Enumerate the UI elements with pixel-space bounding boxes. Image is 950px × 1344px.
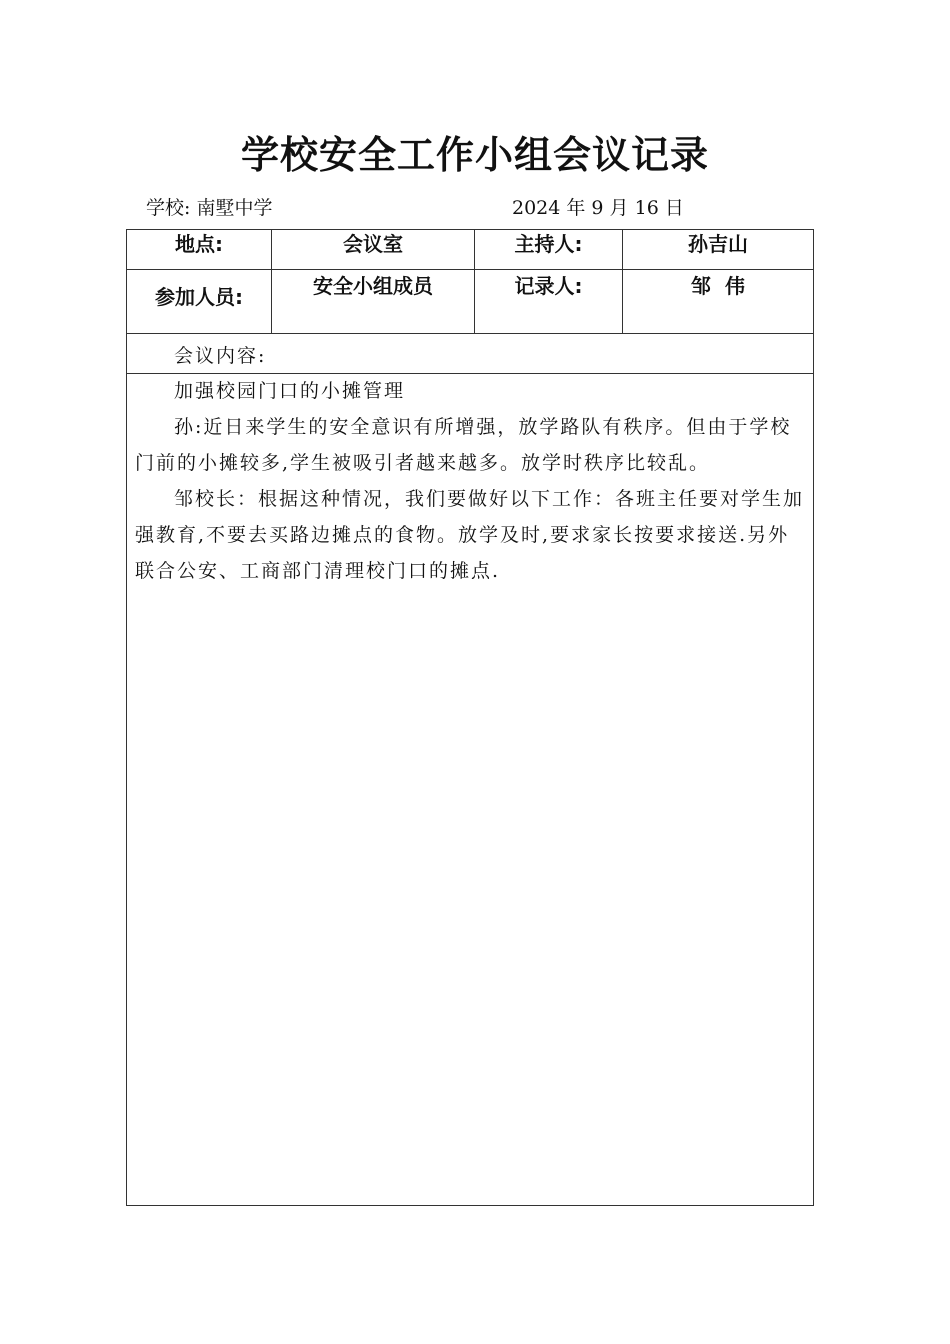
school-name: 学校: 南墅中学 — [146, 197, 273, 219]
document-title: 学校安全工作小组会议记录 — [240, 133, 709, 177]
table-row-content-label — [127, 334, 813, 374]
host-value: 孙吉山 — [688, 232, 748, 256]
table-row-participants — [127, 270, 813, 334]
participants-value: 安全小组成员 — [272, 270, 475, 333]
location-label: 地点: — [127, 230, 272, 269]
recorder-label: 记录人: — [475, 270, 623, 333]
recorder-value: 邹 伟 — [691, 274, 745, 298]
host-label: 主持人: — [475, 230, 623, 269]
content-label: 会议内容: — [174, 345, 267, 367]
meeting-content — [135, 373, 805, 589]
meeting-date: 2024 年 9 月 16 日 — [512, 197, 684, 219]
content-paragraph: 邹校长：根据这种情况，我们要做好以下工作：各班主任要对学生加强教育,不要去买路边摊点的食物。放学及时,要求家长按要求接送.另外联合公安、工商部门清理校门口的摊点. — [135, 488, 805, 582]
content-paragraph: 孙:近日来学生的安全意识有所增强，放学路队有秩序。但由于学校门前的小摊较多,学生被吸引者越来越多。放学时秩序比较乱。 — [135, 416, 792, 474]
participants-label: 参加人员: — [127, 270, 272, 333]
meeting-record-table — [126, 229, 814, 1206]
location-value: 会议室 — [272, 230, 475, 269]
table-row-location — [127, 230, 813, 270]
content-topic: 加强校园门口的小摊管理 — [174, 380, 406, 402]
